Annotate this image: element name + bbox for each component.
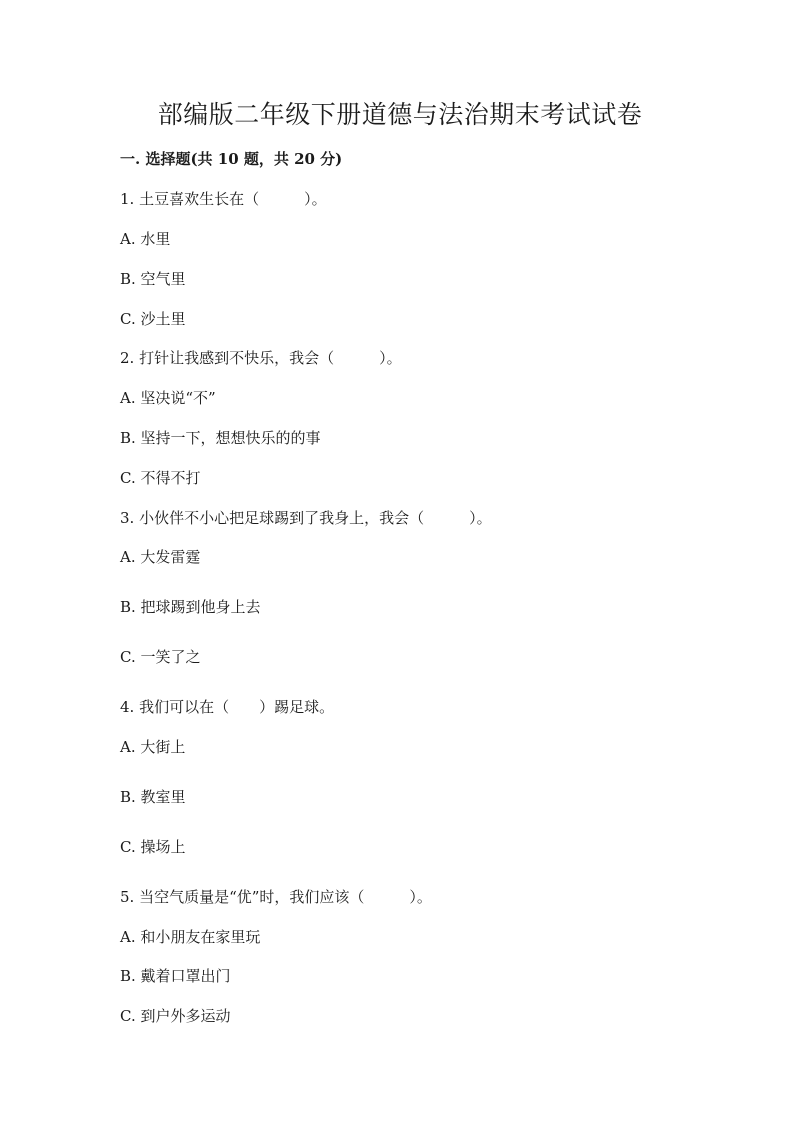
- answer-option: C. 到户外多运动: [120, 1007, 231, 1025]
- answer-option: A. 和小朋友在家里玩: [120, 928, 261, 946]
- answer-option: C. 不得不打: [120, 469, 201, 487]
- answer-option: B. 戴着口罩出门: [120, 967, 231, 985]
- answer-option: A. 水里: [120, 230, 171, 248]
- answer-option: C. 一笑了之: [120, 648, 201, 666]
- question-stem: 5. 当空气质量是“优”时，我们应该（ ）。: [120, 888, 432, 906]
- answer-option: C. 沙土里: [120, 310, 186, 328]
- answer-option: A. 大发雷霆: [120, 548, 201, 566]
- answer-option: A. 大街上: [120, 738, 186, 756]
- answer-option: A. 坚决说“不”: [120, 389, 216, 407]
- question-stem: 1. 土豆喜欢生长在（ ）。: [120, 190, 327, 208]
- answer-option: B. 空气里: [120, 270, 186, 288]
- answer-option: B. 把球踢到他身上去: [120, 598, 261, 616]
- question-stem: 4. 我们可以在（ ）踢足球。: [120, 698, 335, 716]
- question-stem: 2. 打针让我感到不快乐，我会（ ）。: [120, 349, 402, 367]
- exam-title: 部编版二年级下册道德与法治期末考试试卷: [157, 100, 643, 129]
- answer-option: B. 坚持一下，想想快乐的的事: [120, 429, 321, 447]
- section-heading: 一. 选择题(共 10 题，共 20 分): [120, 150, 343, 168]
- answer-option: B. 教室里: [120, 788, 186, 806]
- question-stem: 3. 小伙伴不小心把足球踢到了我身上，我会（ ）。: [120, 509, 492, 527]
- answer-option: C. 操场上: [120, 838, 186, 856]
